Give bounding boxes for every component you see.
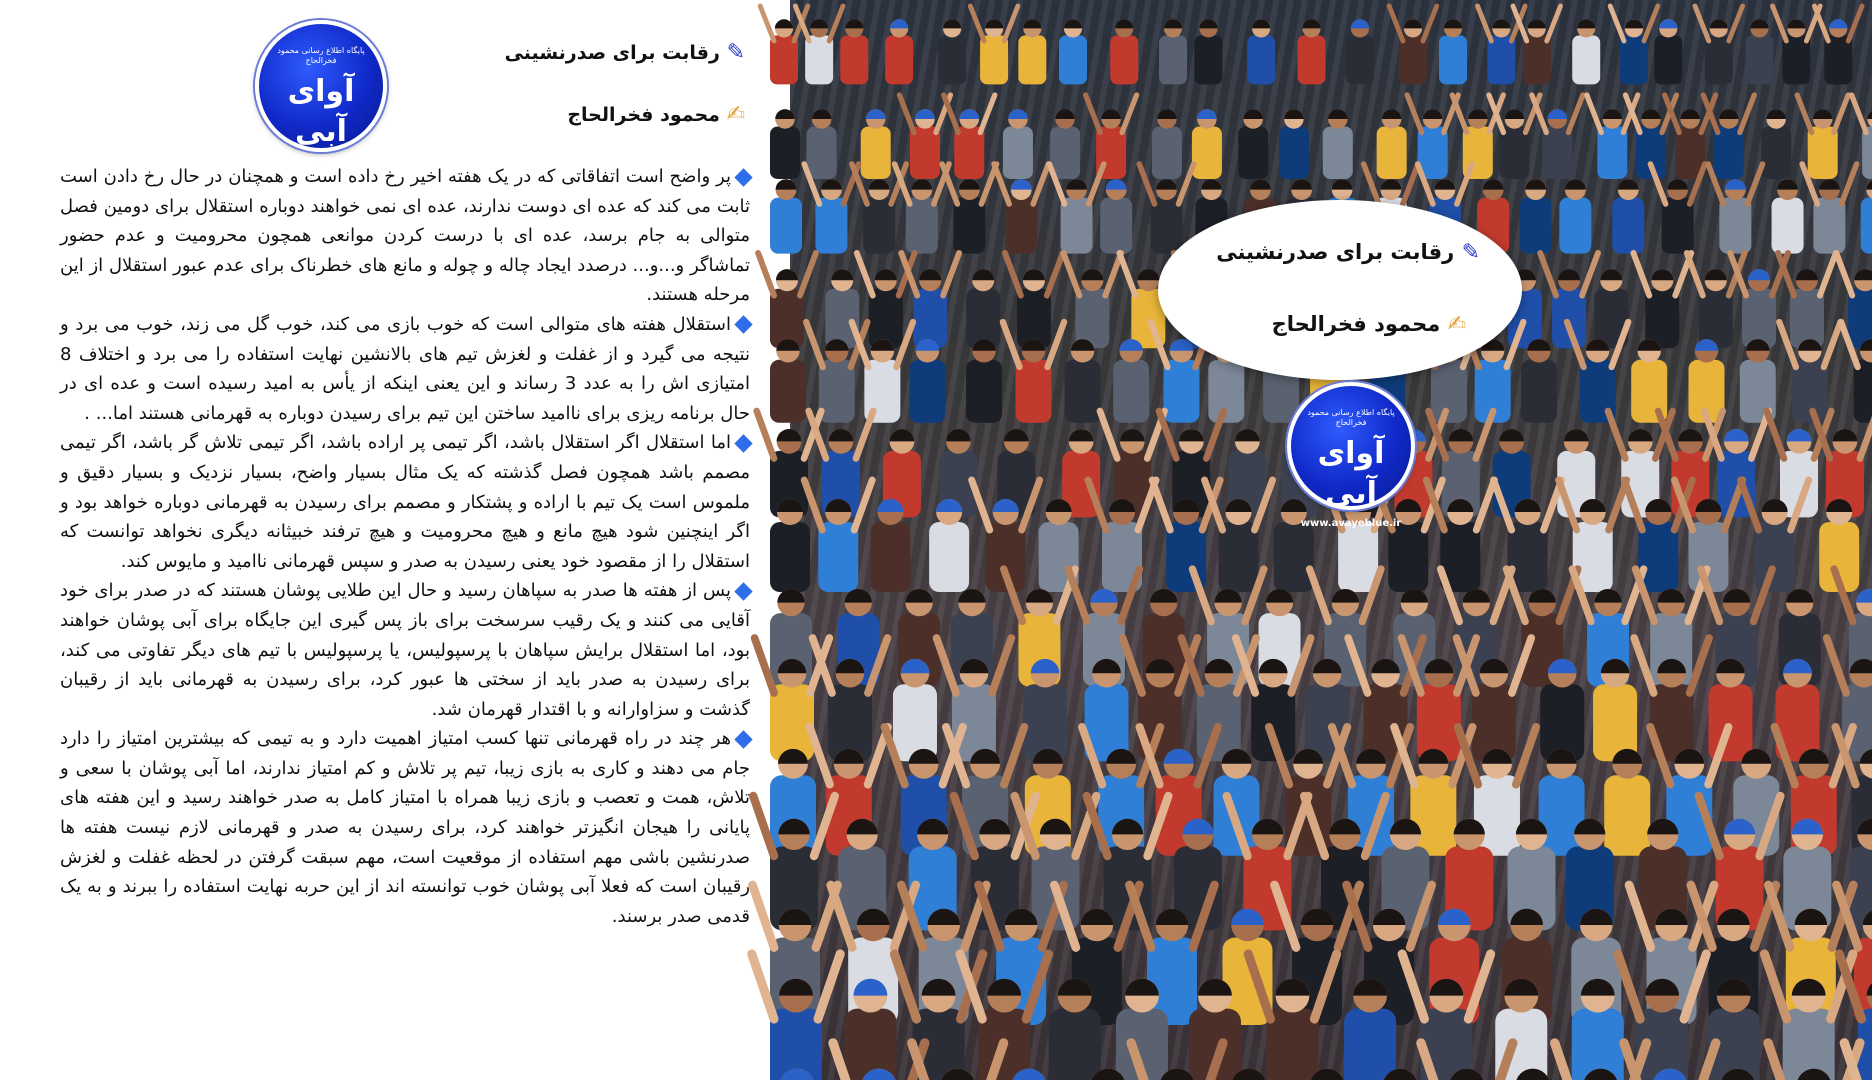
fan-figure [1323, 109, 1353, 179]
fan-figure [1604, 749, 1650, 856]
blue-diamond-icon [734, 168, 752, 186]
avaye-blue-logo-photo [1287, 382, 1415, 529]
fan-figure [885, 19, 913, 84]
fan-figure [840, 19, 868, 84]
fan-figure [1100, 411, 1165, 517]
fan-figure [795, 6, 843, 84]
avaye-blue-logo [255, 20, 387, 167]
fan-figure [1745, 19, 1773, 84]
fan-figure [909, 339, 945, 423]
bubble-author [1272, 312, 1466, 337]
blue-diamond-icon [734, 582, 752, 600]
fan-figure [1814, 6, 1862, 84]
fan-figure [1050, 109, 1080, 179]
logo-url: www.avayeblue.ir [1300, 518, 1402, 529]
crowd-illustration [790, 0, 1872, 1080]
fan-figure [861, 109, 891, 179]
fan-figure [1836, 253, 1872, 348]
fan-figure [1631, 339, 1667, 423]
paragraph-text: اما استقلال اگر استقلال باشد، اگر تیمی پر اراده باشد، اگر تیمی تلاش گر باشد، اگر تیمی مصمم باشد همچون فصل گذشته که یک مثال بسیار واضح، بسیار نزدیک و بسیار دقیق و ملموس است یک تیم با اراده و پشتکار و مصمم برای رسیدن به قهرمانی دوباره خواهد بود و اگر اینچنین شود هیچ مانع و هیچ محرومیت و هیچ ترفند خبیثانه دیگری نخواهد توانست که استقلال را از مقصود خود یعنی رسیدن به صدر و سپس قهرمانی ناامید و مایوس کند. [60, 432, 750, 572]
fan-figure [1086, 95, 1137, 179]
pen-icon: ✎ [1461, 240, 1480, 265]
fan-figure [1439, 19, 1467, 84]
article-body [60, 162, 750, 931]
fan-figure [1520, 179, 1552, 253]
fan-figure [1152, 109, 1182, 179]
article-paragraph [60, 576, 750, 724]
fan-figure [1761, 109, 1791, 179]
fan-figure [1572, 19, 1600, 84]
fan-figure [1238, 109, 1268, 179]
blue-diamond-icon [734, 730, 752, 748]
paragraph-text: پس از هفته ها صدر به سپاهان رسید و حال این طلایی پوشان هستند که در صدر برای خود آقایی می کنند و یک رقیب سرسخت برای باز پس گیری این جایگاه برای آبی پوشان خواهند بود، اما استقلال برایش سپاهان با پرسپولیس، یا پرسپولیس با تیم های دیگر تفاوتی می کند، برای رسیدن به صدر باید از سختی ها عبور کرد، برای رسیدن به قهرمانی باید از رقیبان گذشت و سزاوارانه و با اقتدار قهرمان شد. [60, 580, 750, 720]
fan-figure [1018, 19, 1046, 84]
fan-figure [1610, 6, 1658, 84]
article-paragraph [60, 724, 750, 931]
paragraph-text: هر چند در راه قهرمانی تنها کسب امتیاز اهمیت دارد و به تیمی که بیشترین امتیاز را دارد جام می دهند و کاری به بازی زیبا، تیم پر تلاش و کم امتیاز ندارند، اما آبی پوشان با سعی و تلاش، همت و تعصب و بازی زیبا همراه با امتیاز کامل به صدر خواهند رسید و این هفته های پایانی را هیجان انگیزتر خواهند کرد، برای رسیدن به صدر و قهرمانی لازم نیست هفته ها صدرنشین باشی مهم استفاده از موقعیت است، مهم سبقت گرفتن در لحظه غفلت و لغزش رقیبان است که فعلا آبی پوشان خوب توانسته اند از این حربه نهایت استفاده را ببرند و به یک قدمی صدر برسند. [60, 728, 750, 927]
fan-figure [1695, 6, 1743, 84]
fan-figure [1377, 109, 1407, 179]
paragraph-text: پر واضح است اتفاقاتی که در یک هفته اخیر رخ داده است و همچنان در حال رخ دادن است ثابت می کند که عده ای دوست ندارند، عده ای نمی خواهند دوباره استقلال برای دومین فصل متوالی به جام برسد، عده ای با درست کردن موانعی همچون محرومیت و عدم حضور تماشاگر و...و... درصدد ایجاد چاله و چوله و مانع های خطرناک برای عدم عبور استقلال از این مرحله هستند. [60, 166, 750, 306]
fan-figure [1489, 95, 1540, 179]
article-panel [0, 0, 790, 1080]
fan-figure [1213, 749, 1259, 856]
fan-figure [1532, 95, 1583, 179]
article-paragraph [60, 310, 750, 428]
blue-diamond-icon [734, 434, 752, 452]
bubble-title [1216, 240, 1480, 265]
fan-figure [944, 95, 995, 179]
logo-tagline: پایگاه اطلاع رسانی محمود فخرالحاج [277, 46, 365, 65]
fan-figure [1159, 19, 1187, 84]
fan-figure [1861, 179, 1872, 253]
logo-name: آوای آبی [1317, 436, 1385, 511]
logo-url: www.avayeblue.ir [270, 156, 372, 167]
fan-figure [1513, 6, 1561, 84]
fan-figure [1005, 253, 1063, 348]
paragraph-text: استقلال هفته های متوالی است که خوب بازی می کند، خوب گل می زند، خوب می برد و نتیجه می گیرد و از غفلت و لغزش تیم های بالانشین نهایت استفاده را می برد و اختلاف 8 امتیازی اش را به عدد 3 رساند و این یعنی اینکه از یأس به امید رسیده است و عده ای در حال برنامه ریزی برای ناامید ساختن این تیم برای رسیدن دوباره به قهرمانی هستند اما... . [60, 313, 750, 424]
fan-figure [1065, 339, 1101, 423]
fan-figure [966, 269, 1000, 348]
logo-name: آوای آبی [287, 74, 355, 149]
fan-figure [1003, 109, 1033, 179]
fan-figure [1612, 179, 1644, 253]
fan-figure [1633, 253, 1691, 348]
fan-figure [1063, 253, 1121, 348]
article-paragraph [60, 428, 750, 576]
fan-figure [966, 339, 1002, 423]
fan-figure [807, 109, 837, 179]
article-author [567, 102, 745, 127]
article-title-text: رقابت برای صدرنشینی [504, 42, 720, 64]
stadium-crowd-photo [790, 0, 1872, 1080]
fan-figure [1110, 19, 1138, 84]
fan-figure [970, 6, 1018, 84]
bubble-author-text: محمود فخرالحاج [1271, 312, 1441, 336]
fan-figure [1772, 179, 1804, 253]
fan-figure [1346, 19, 1374, 84]
fan-figure [1298, 19, 1326, 84]
title-bubble [1158, 200, 1522, 380]
fan-figure [1100, 179, 1132, 253]
fan-figure [1521, 339, 1557, 423]
writing-hand-icon: ✍ [726, 102, 745, 127]
article-title [505, 40, 745, 65]
blue-diamond-icon [734, 316, 752, 334]
article-author-text: محمود فخرالحاج [567, 104, 720, 126]
pen-icon: ✎ [726, 40, 745, 65]
fan-figure [1192, 109, 1222, 179]
fan-figure [1247, 19, 1275, 84]
fan-figure [1559, 179, 1591, 253]
bubble-title-text: رقابت برای صدرنشینی [1216, 240, 1455, 264]
logo-tagline: پایگاه اطلاع رسانی محمود فخرالحاج [1307, 408, 1395, 427]
fan-figure [1773, 6, 1821, 84]
fan-figure [1654, 19, 1682, 84]
fan-figure [1279, 109, 1309, 179]
writing-hand-icon: ✍ [1447, 312, 1466, 337]
fan-figure [938, 19, 966, 84]
fan-figure [1194, 19, 1222, 84]
article-paragraph [60, 162, 750, 310]
fan-figure [1389, 6, 1437, 84]
fan-figure [1059, 19, 1087, 84]
fan-figure [1113, 339, 1149, 423]
